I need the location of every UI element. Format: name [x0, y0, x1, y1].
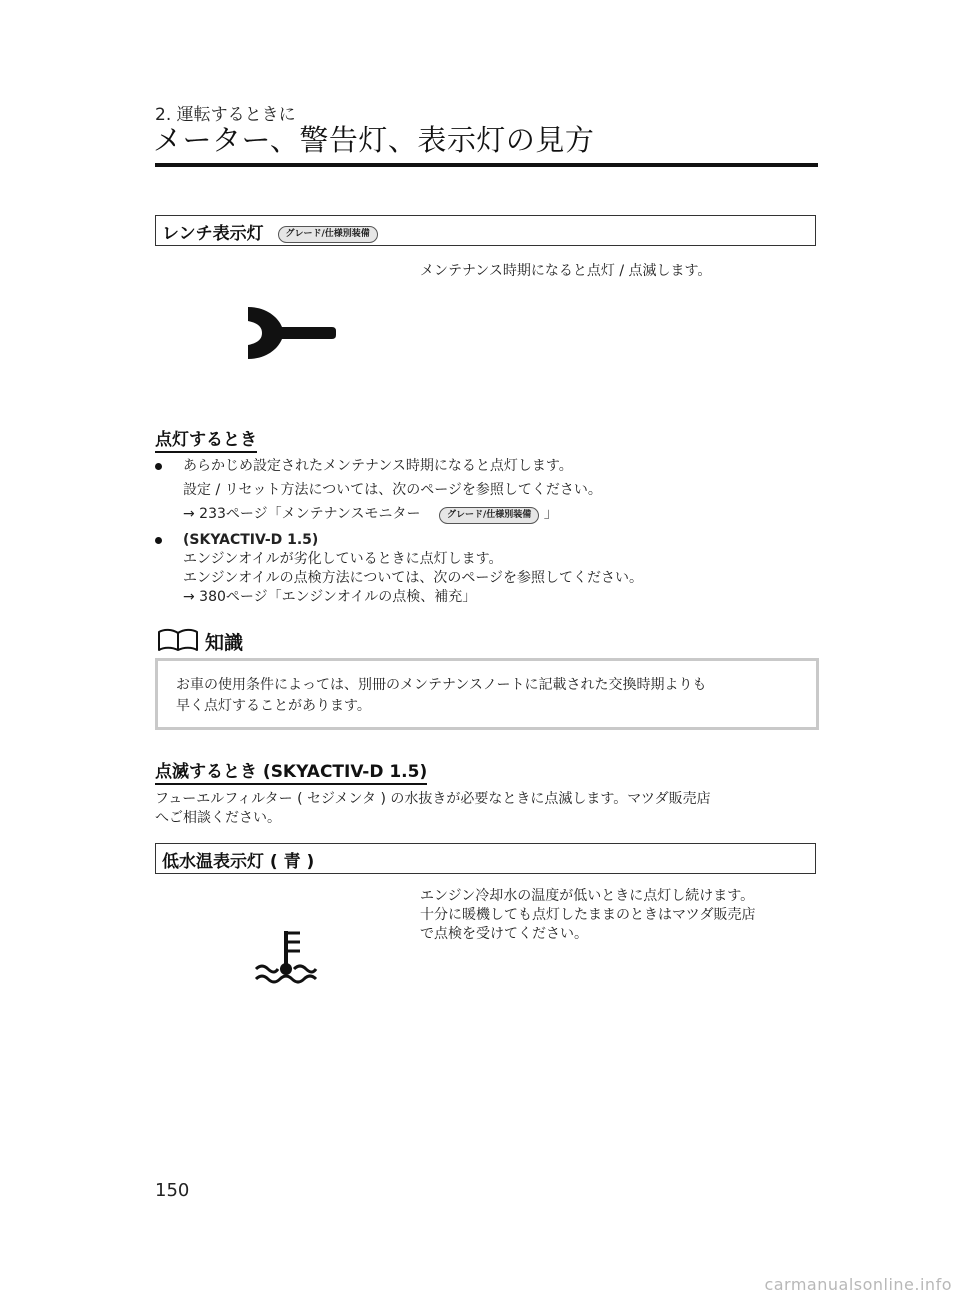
tip-text: 早く点灯することがあります。 — [176, 698, 371, 714]
list-item-text: 設定 / リセット方法については、次のページを参照してください。 — [183, 482, 602, 498]
page-number: 150 — [155, 1180, 190, 1201]
list-item — [155, 531, 818, 607]
title-divider — [155, 163, 818, 167]
tip-text: お車の使用条件によっては、別冊のメンテナンスノートに記載された交換時期よりも — [176, 677, 707, 693]
watermark: carmanualsonline.info — [764, 1275, 952, 1294]
chapter-label: 2. 運転するときに — [155, 105, 296, 125]
cross-reference: → 380ページ「エンジンオイルの点検、補充」 — [183, 589, 477, 605]
page-title: メーター、警告灯、表示灯の見方 — [153, 123, 595, 157]
low-coolant-description: エンジン冷却水の温度が低いときに点灯し続けます。 十分に暖機しても点灯したままのときはマツダ販売店 で点検を受けてください。 — [420, 888, 756, 942]
section-header-low-coolant-temperature — [155, 843, 816, 874]
lit-heading: 点灯するとき — [155, 425, 257, 453]
section-title: レンチ表示灯 グレード/仕様別装備 — [162, 219, 378, 244]
tip-box — [155, 658, 819, 730]
list-item-text: エンジンオイルの点検方法については、次のページを参照してください。 — [183, 570, 644, 586]
coolant-temperature-icon — [250, 925, 322, 987]
list-item-title: (SKYACTIV-D 1.5) — [183, 532, 319, 548]
list-item-text: エンジンオイルが劣化しているときに点灯します。 — [183, 551, 503, 567]
tip-title: 知識 — [205, 632, 244, 654]
section-title: 低水温表示灯 ( 青 ) — [162, 852, 315, 872]
bullet-icon — [155, 537, 162, 544]
lit-bullet-list — [155, 457, 818, 607]
book-icon — [157, 628, 199, 652]
section-header-wrench-indicator — [155, 215, 816, 246]
wrench-icon — [240, 305, 336, 361]
cross-reference: → 233ページ「メンテナンスモニター グレード/仕様別装備 」 — [183, 506, 558, 522]
grade-spec-badge: グレード/仕様別装備 — [278, 226, 378, 243]
wrench-indicator-description: メンテナンス時期になると点灯 / 点滅します。 — [420, 263, 712, 279]
blink-heading: 点滅するとき (SKYACTIV-D 1.5) — [155, 757, 427, 785]
grade-spec-badge: グレード/仕様別装備 — [439, 507, 539, 524]
blink-description: フューエルフィルター ( セジメンタ ) の水抜きが必要なときに点滅します。マツダ販売店 へご相談ください。 — [155, 791, 711, 826]
list-item-text: あらかじめ設定されたメンテナンス時期になると点灯します。 — [183, 458, 573, 474]
bullet-icon — [155, 463, 162, 470]
list-item — [155, 457, 818, 524]
